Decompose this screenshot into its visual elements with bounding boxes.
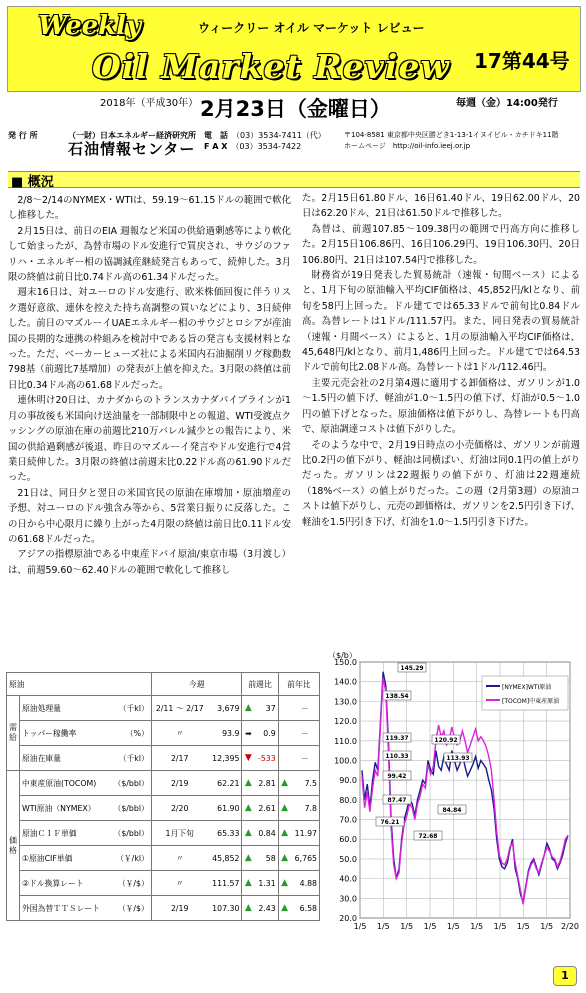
table-row — [7, 896, 320, 921]
week-change: 37 — [254, 696, 278, 721]
x-tick-label: 1/5 — [516, 922, 530, 931]
up-arrow-icon: ▲ — [278, 796, 290, 821]
publisher-info — [8, 126, 580, 166]
up-arrow-icon: ▲ — [242, 871, 254, 896]
item-name: トッパー稼働率 — [20, 721, 109, 746]
page-number: 1 — [553, 966, 577, 986]
right-column — [302, 191, 580, 530]
issue-date: 2月23日（金曜日） — [200, 97, 391, 121]
up-arrow-icon: ▲ — [242, 821, 254, 846]
current-value: 3,679 — [208, 696, 242, 721]
item-unit: （千kl） — [108, 696, 151, 721]
current-value: 65.33 — [208, 821, 242, 846]
year-change: 6.58 — [291, 896, 320, 921]
annotation-label: 138.54 — [385, 693, 409, 700]
table-row — [7, 771, 320, 796]
none-arrow-icon — [278, 746, 290, 771]
table-header-thisweek: 今週 — [151, 673, 242, 696]
y-tick-label: 80.0 — [339, 795, 357, 805]
item-unit: （￥/kl） — [108, 846, 151, 871]
table-header-crude: 原油 — [7, 673, 152, 696]
period: 〃 — [151, 846, 207, 871]
legend-label: [TOCOM]中東産原油 — [502, 698, 560, 705]
legend-label: [NYMEX]WTI原油 — [502, 684, 552, 691]
masthead-title: Oil Market Review — [92, 47, 450, 86]
publication-schedule: 毎週（金）14:00発行 — [456, 98, 558, 109]
paragraph: 2月15日は、前日のEIA 週報など米国の供給過剰感等により軟化して始まったが、為替市場のドル安進行で買戻され、サウジのファリハ・エネルギー相の協調減産継続発言もあって、続伸した。3月限の終値は前日比0.74ドル高の61.34ドルだった。 — [8, 225, 291, 284]
annotation-label: 72.68 — [418, 833, 438, 840]
up-arrow-icon: ▲ — [242, 771, 254, 796]
year-change: 6,765 — [291, 846, 320, 871]
y-tick-label: 110.0 — [334, 736, 357, 746]
year-change: － — [291, 696, 320, 721]
paragraph: 主要元売会社の2月第4週に適用する卸価格は、ガソリンが1.0～1.5円の値下げ、軽油が1.0～1.5円の値下げ、灯油が0.5～1.0円の値下げとなった。原油価格は値下がりし、為替レートも円高で、原油調達コストは値下がりした。 — [302, 377, 580, 436]
table-row — [7, 696, 320, 721]
y-tick-label: 90.0 — [339, 776, 357, 786]
x-tick-label: 2/20 — [561, 922, 579, 931]
table-header-yearchange: 前年比 — [278, 673, 319, 696]
up-arrow-icon: ▲ — [278, 896, 290, 921]
period: 1月下旬 — [151, 821, 207, 846]
week-change: 2.61 — [254, 796, 278, 821]
item-unit: （$/bbl） — [108, 771, 151, 796]
week-change: 0.84 — [254, 821, 278, 846]
annotation-label: 87.47 — [387, 797, 407, 804]
up-arrow-icon: ▲ — [242, 846, 254, 871]
annotation-label: 110.33 — [385, 753, 409, 760]
weekly-label: Weekly — [38, 11, 142, 41]
x-tick-label: 1/5 — [400, 922, 414, 931]
publisher-name: 石油情報センター — [68, 140, 196, 158]
current-value: 45,852 — [208, 846, 242, 871]
contact-block — [204, 130, 326, 152]
year-change: － — [291, 721, 320, 746]
none-arrow-icon — [278, 696, 290, 721]
masthead — [7, 6, 581, 92]
week-change: 1.31 — [254, 871, 278, 896]
left-column — [8, 193, 291, 578]
address: 〒104-8581 東京都中央区勝どき1-13-1イヌイビル・カチドキ11階 — [344, 131, 559, 139]
paragraph: 財務省が19日発表した貿易統計（速報・旬間ベース）によると、1月下旬の原油輸入平均CIF価格は、45,852円/klとなり、前旬を58円上回った。ドル建てでは65.33ドルで前旬比0.84ドル高。為替レートは1ドル/111.57円。また、同日発表の貿易統計（速報・月間ベース）によると、1月の原油輸入平均CIF価格は、45,648円/klとなり、前月1,486円上回った。ドル建てでは64.53ドルで前旬比2.08ドル高。為替レートは1ドル/112.46円。 — [302, 270, 580, 374]
table-header-weekchange: 前週比 — [242, 673, 278, 696]
year-change: 7.5 — [291, 771, 320, 796]
tel-number: （03）3534-7411（代） — [236, 131, 326, 140]
none-arrow-icon — [278, 721, 290, 746]
group-label: 価格 — [7, 771, 20, 921]
subtitle: ウィークリー オイル マーケット レビュー — [198, 21, 425, 35]
y-tick-label: 50.0 — [339, 854, 357, 864]
week-change: -533 — [254, 746, 278, 771]
table-row — [7, 746, 320, 771]
paragraph: 21日は、同日夕と翌日の米国官民の原油在庫増加・原油増産の予想、対ユーロのドル強含み等から、5営業日振りに反落した。この日から中心限月に繰り上がった4月限の終値は前日比0.11ドル安の61.68ドルだった。 — [8, 487, 291, 545]
fax-number: （03）3534-7422 — [235, 142, 302, 151]
item-name: ①原油CIF単価 — [20, 846, 109, 871]
item-unit: （$/bbl） — [108, 796, 151, 821]
fax-label: F A X — [204, 142, 228, 151]
annotation-label: 113.93 — [446, 755, 470, 762]
current-value: 111.57 — [208, 871, 242, 896]
item-unit: （￥/$） — [108, 871, 151, 896]
y-tick-label: 70.0 — [339, 815, 357, 825]
table-row — [7, 871, 320, 896]
down-arrow-icon: ▼ — [242, 746, 254, 771]
y-tick-label: 140.0 — [334, 677, 357, 687]
week-change: 2.43 — [254, 896, 278, 921]
paragraph: 2/8～2/14のNYMEX・WTIは、59.19～61.15ドルの範囲で軟化し推移した。 — [8, 195, 291, 222]
year-label: 2018年（平成30年） — [100, 98, 199, 109]
period: 〃 — [151, 871, 207, 896]
item-name: ②ドル換算レート — [20, 871, 109, 896]
table-header-row — [7, 673, 320, 696]
item-name: 外国為替ＴＴＳレート — [20, 896, 109, 921]
period: 〃 — [151, 721, 207, 746]
up-arrow-icon: ▲ — [278, 846, 290, 871]
x-tick-label: 1/5 — [493, 922, 507, 931]
up-arrow-icon: ▲ — [242, 796, 254, 821]
annotation-label: 76.21 — [380, 819, 400, 826]
y-tick-label: 40.0 — [339, 874, 357, 884]
address-block — [344, 130, 559, 152]
current-value: 93.9 — [208, 721, 242, 746]
issue-number: 17第44号 — [474, 49, 570, 73]
x-tick-label: 1/5 — [446, 922, 460, 931]
item-name: 原油処理量 — [20, 696, 109, 721]
right-arrow-icon: ➡ — [242, 721, 254, 746]
table-row — [7, 796, 320, 821]
publisher-label: 発 行 所 — [8, 131, 38, 140]
year-change: 11.97 — [291, 821, 320, 846]
current-value: 107.30 — [208, 896, 242, 921]
market-data-table — [6, 672, 320, 921]
y-tick-label: 30.0 — [339, 894, 357, 904]
table-row — [7, 846, 320, 871]
annotation-label: 145.29 — [400, 665, 424, 672]
up-arrow-icon: ▲ — [242, 696, 254, 721]
table-row — [7, 721, 320, 746]
section-title: ■ 概況 — [11, 175, 54, 190]
week-change: 2.81 — [254, 771, 278, 796]
y-tick-label: 120.0 — [334, 717, 357, 727]
price-chart — [322, 648, 584, 948]
y-tick-label: 100.0 — [334, 756, 357, 766]
paragraph: 連休明け20日は、カナダからのトランスカナダパイプラインが1月の事故後も米国向け送油量を一部制限中との報道、WTI受渡点クッシングの原油在庫の前週比210万バレル減少との報告により、米国の供給過剰感が後退、昨日のマズルーイ発言やドル安進行で4営業日続伸した。3月限の終値は前週末比0.22ドル高の61.90ドルだった。 — [8, 395, 291, 484]
up-arrow-icon: ▲ — [278, 771, 290, 796]
x-tick-label: 1/5 — [470, 922, 484, 931]
up-arrow-icon: ▲ — [278, 871, 290, 896]
homepage-link[interactable]: ホームページ http://oil-info.ieej.or.jp — [344, 142, 471, 150]
annotation-label: 84.84 — [442, 807, 462, 814]
x-tick-label: 1/5 — [376, 922, 390, 931]
annotation-label: 99.42 — [387, 773, 407, 780]
period: 2/19 — [151, 771, 207, 796]
period: 2/11 ～ 2/17 — [151, 696, 207, 721]
x-tick-label: 1/5 — [540, 922, 554, 931]
annotation-label: 120.92 — [434, 737, 458, 744]
x-tick-label: 1/5 — [423, 922, 437, 931]
current-value: 62.21 — [208, 771, 242, 796]
current-value: 12,395 — [208, 746, 242, 771]
publisher-org: （一財）日本エネルギー経済研究所 — [68, 131, 196, 140]
item-unit: （￥/$） — [108, 896, 151, 921]
y-tick-label: 130.0 — [334, 697, 357, 707]
period: 2/20 — [151, 796, 207, 821]
annotation-label: 119.37 — [385, 735, 409, 742]
paragraph: 為替は、前週107.85～109.38円の範囲で円高方向に推移した。2月15日106.86円、16日106.29円、19日106.30円、20日106.80円、21日は107.54円で推移した。 — [302, 223, 580, 266]
week-change: 0.9 — [254, 721, 278, 746]
up-arrow-icon: ▲ — [242, 896, 254, 921]
table-body — [7, 696, 320, 921]
period: 2/19 — [151, 896, 207, 921]
paragraph: 週末16日は、対ユーロのドル安進行、欧米株価回復に伴うリスク選好意欲、連休を控えた持ち高調整の買いなどにより、3日続伸した。前日のマズルーイUAEエネルギー相のサウジとロシアが産油国の長期的な連携の枠組みを検討中である旨の発言も支援材料となった。ただ、ベーカーヒューズ社による米国内石油掘削リグ稼動数798基（前週比7基増加）の発表が上値を抑えた。3月限の終値は前日比0.34ドル高の61.68ドルだった。 — [8, 287, 291, 391]
group-label: 需給 — [7, 696, 20, 771]
year-change: 7.8 — [291, 796, 320, 821]
item-name: 中東産原油(TOCOM) — [20, 771, 109, 796]
item-name: 原油ＣＩＦ単価 — [20, 821, 109, 846]
year-change: 4.88 — [291, 871, 320, 896]
item-name: 原油在庫量 — [20, 746, 109, 771]
item-unit: （千kl） — [108, 746, 151, 771]
paragraph: アジアの指標原油である中東産ドバイ原油/東京市場（3月渡し）は、前週59.60～62.40ドルの範囲で軟化して推移し — [8, 549, 291, 576]
week-change: 58 — [254, 846, 278, 871]
x-tick-label: 1/5 — [353, 922, 367, 931]
y-tick-label: 150.0 — [334, 658, 357, 667]
year-change: － — [291, 746, 320, 771]
y-tick-label: 20.0 — [339, 914, 357, 923]
y-axis-label: （$/b） — [328, 651, 357, 660]
paragraph: た。2月15日61.80ドル、16日61.40ドル、19日62.00ドル、20日は62.20ドル、21日は61.50ドルで推移した。 — [302, 193, 580, 220]
up-arrow-icon: ▲ — [278, 821, 290, 846]
y-tick-label: 60.0 — [339, 835, 357, 845]
item-name: WTI原油（NYMEX） — [20, 796, 109, 821]
tel-label: 電 話 — [204, 131, 228, 140]
period: 2/17 — [151, 746, 207, 771]
section-heading — [8, 171, 580, 188]
current-value: 61.90 — [208, 796, 242, 821]
paragraph: そのような中で、2月19日時点の小売価格は、ガソリンが前週比0.2円の値下がり、軽油は同横ばい、灯油は同0.1円の値上がりだった。ガソリンは22週振りの値下がり、灯油は22週連続（18%ベース）の値上がりだった。この週（2月第3週）の原油コストは値下がりし、元売の卸価格は、ガソリンを2.5円引き下げ、軽油を1.5円引き下げ、灯油を1.0～1.5円引き下げた。 — [302, 439, 580, 528]
table-row — [7, 821, 320, 846]
item-unit: （$/bbl） — [108, 821, 151, 846]
item-unit: （%） — [108, 721, 151, 746]
